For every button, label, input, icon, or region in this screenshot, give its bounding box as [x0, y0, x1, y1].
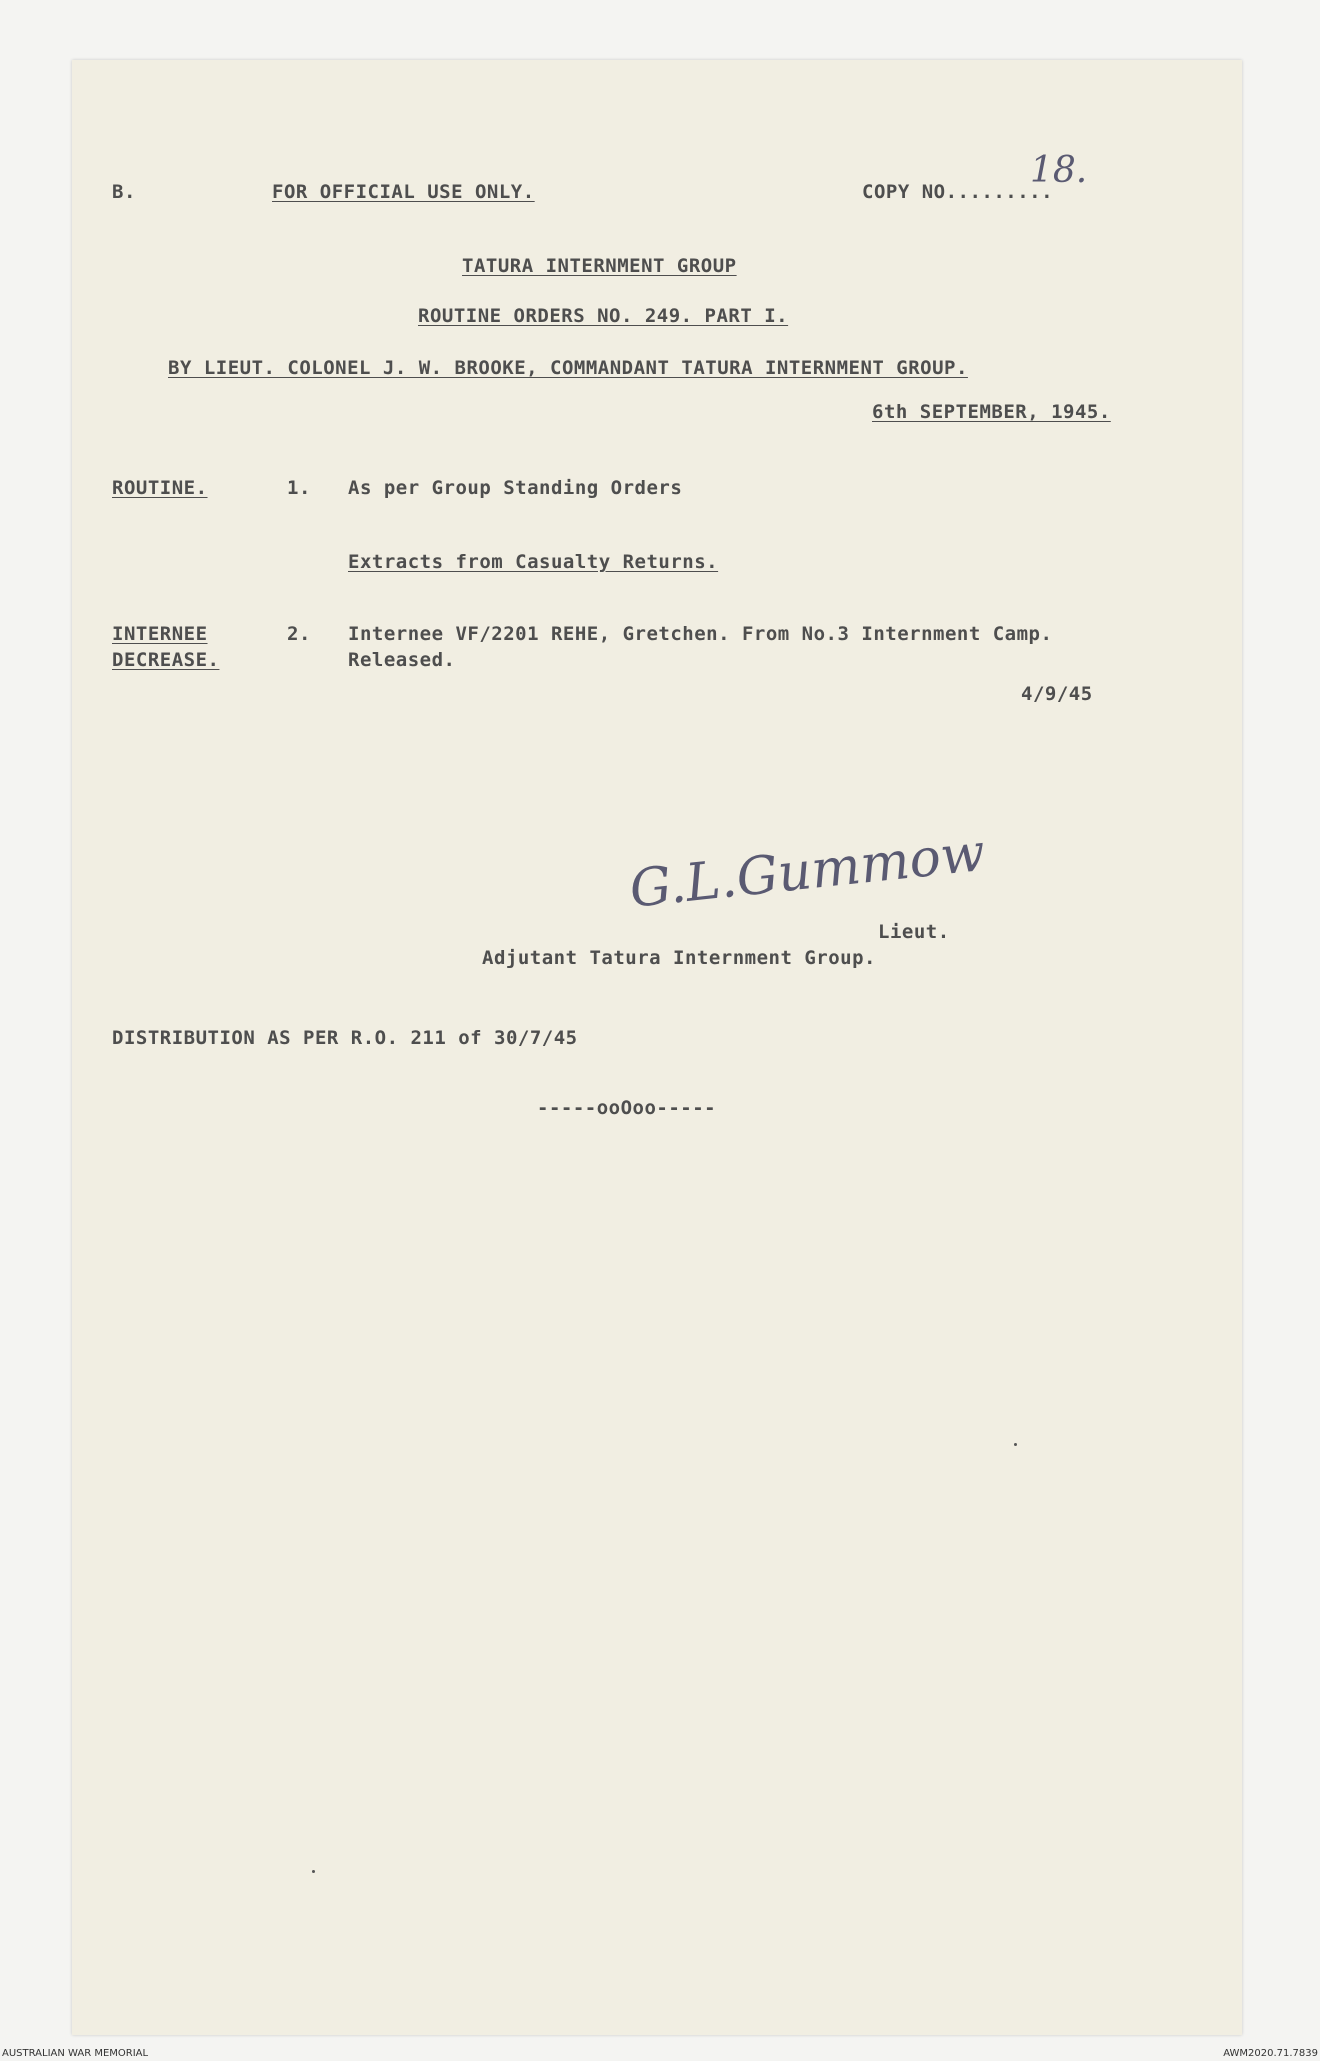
authority-line: BY LIEUT. COLONEL J. W. BROOKE, COMMANDANT TATURA INTERNMENT GROUP. [168, 357, 968, 379]
orders-date: 6th SEPTEMBER, 1945. [872, 401, 1111, 423]
signature-title: Adjutant Tatura Internment Group. [482, 947, 876, 969]
distribution-line: DISTRIBUTION AS PER R.O. 211 of 30/7/45 [112, 1027, 578, 1049]
section-heading-internee: INTERNEE [112, 623, 208, 645]
archive-reference: AWM2020.71.7839 [1223, 2048, 1318, 2059]
group-title: TATURA INTERNMENT GROUP [462, 255, 737, 277]
casualty-extracts-subheading: Extracts from Casualty Returns. [348, 551, 719, 573]
signature-rank: Lieut. [878, 921, 950, 943]
item-text-2-line2: Released. [348, 649, 456, 671]
item-number-1: 1. [287, 477, 311, 499]
section-heading-decrease: DECREASE. [112, 649, 220, 671]
archive-credit: AUSTRALIAN WAR MEMORIAL [2, 2048, 149, 2059]
item-2-date: 4/9/45 [1021, 683, 1093, 705]
section-heading-routine: ROUTINE. [112, 477, 208, 499]
orders-title: ROUTINE ORDERS NO. 249. PART I. [418, 305, 789, 327]
paper-speck [312, 1870, 315, 1873]
copy-prefix: B. [112, 181, 136, 203]
document-sheet [72, 60, 1242, 2035]
paper-speck [1014, 1443, 1017, 1446]
end-mark: -----ooOoo----- [537, 1097, 717, 1119]
handwritten-copy-number: 18. [1030, 150, 1088, 191]
classification-marking: FOR OFFICIAL USE ONLY. [272, 181, 535, 203]
item-text-2-line1: Internee VF/2201 REHE, Gretchen. From No.3 Internment Camp. [348, 623, 1053, 645]
item-text-1: As per Group Standing Orders [348, 477, 683, 499]
handwritten-signature: G.L.Gummow [626, 822, 988, 920]
copy-number-label: COPY NO......... [862, 181, 1054, 203]
item-number-2: 2. [287, 623, 311, 645]
